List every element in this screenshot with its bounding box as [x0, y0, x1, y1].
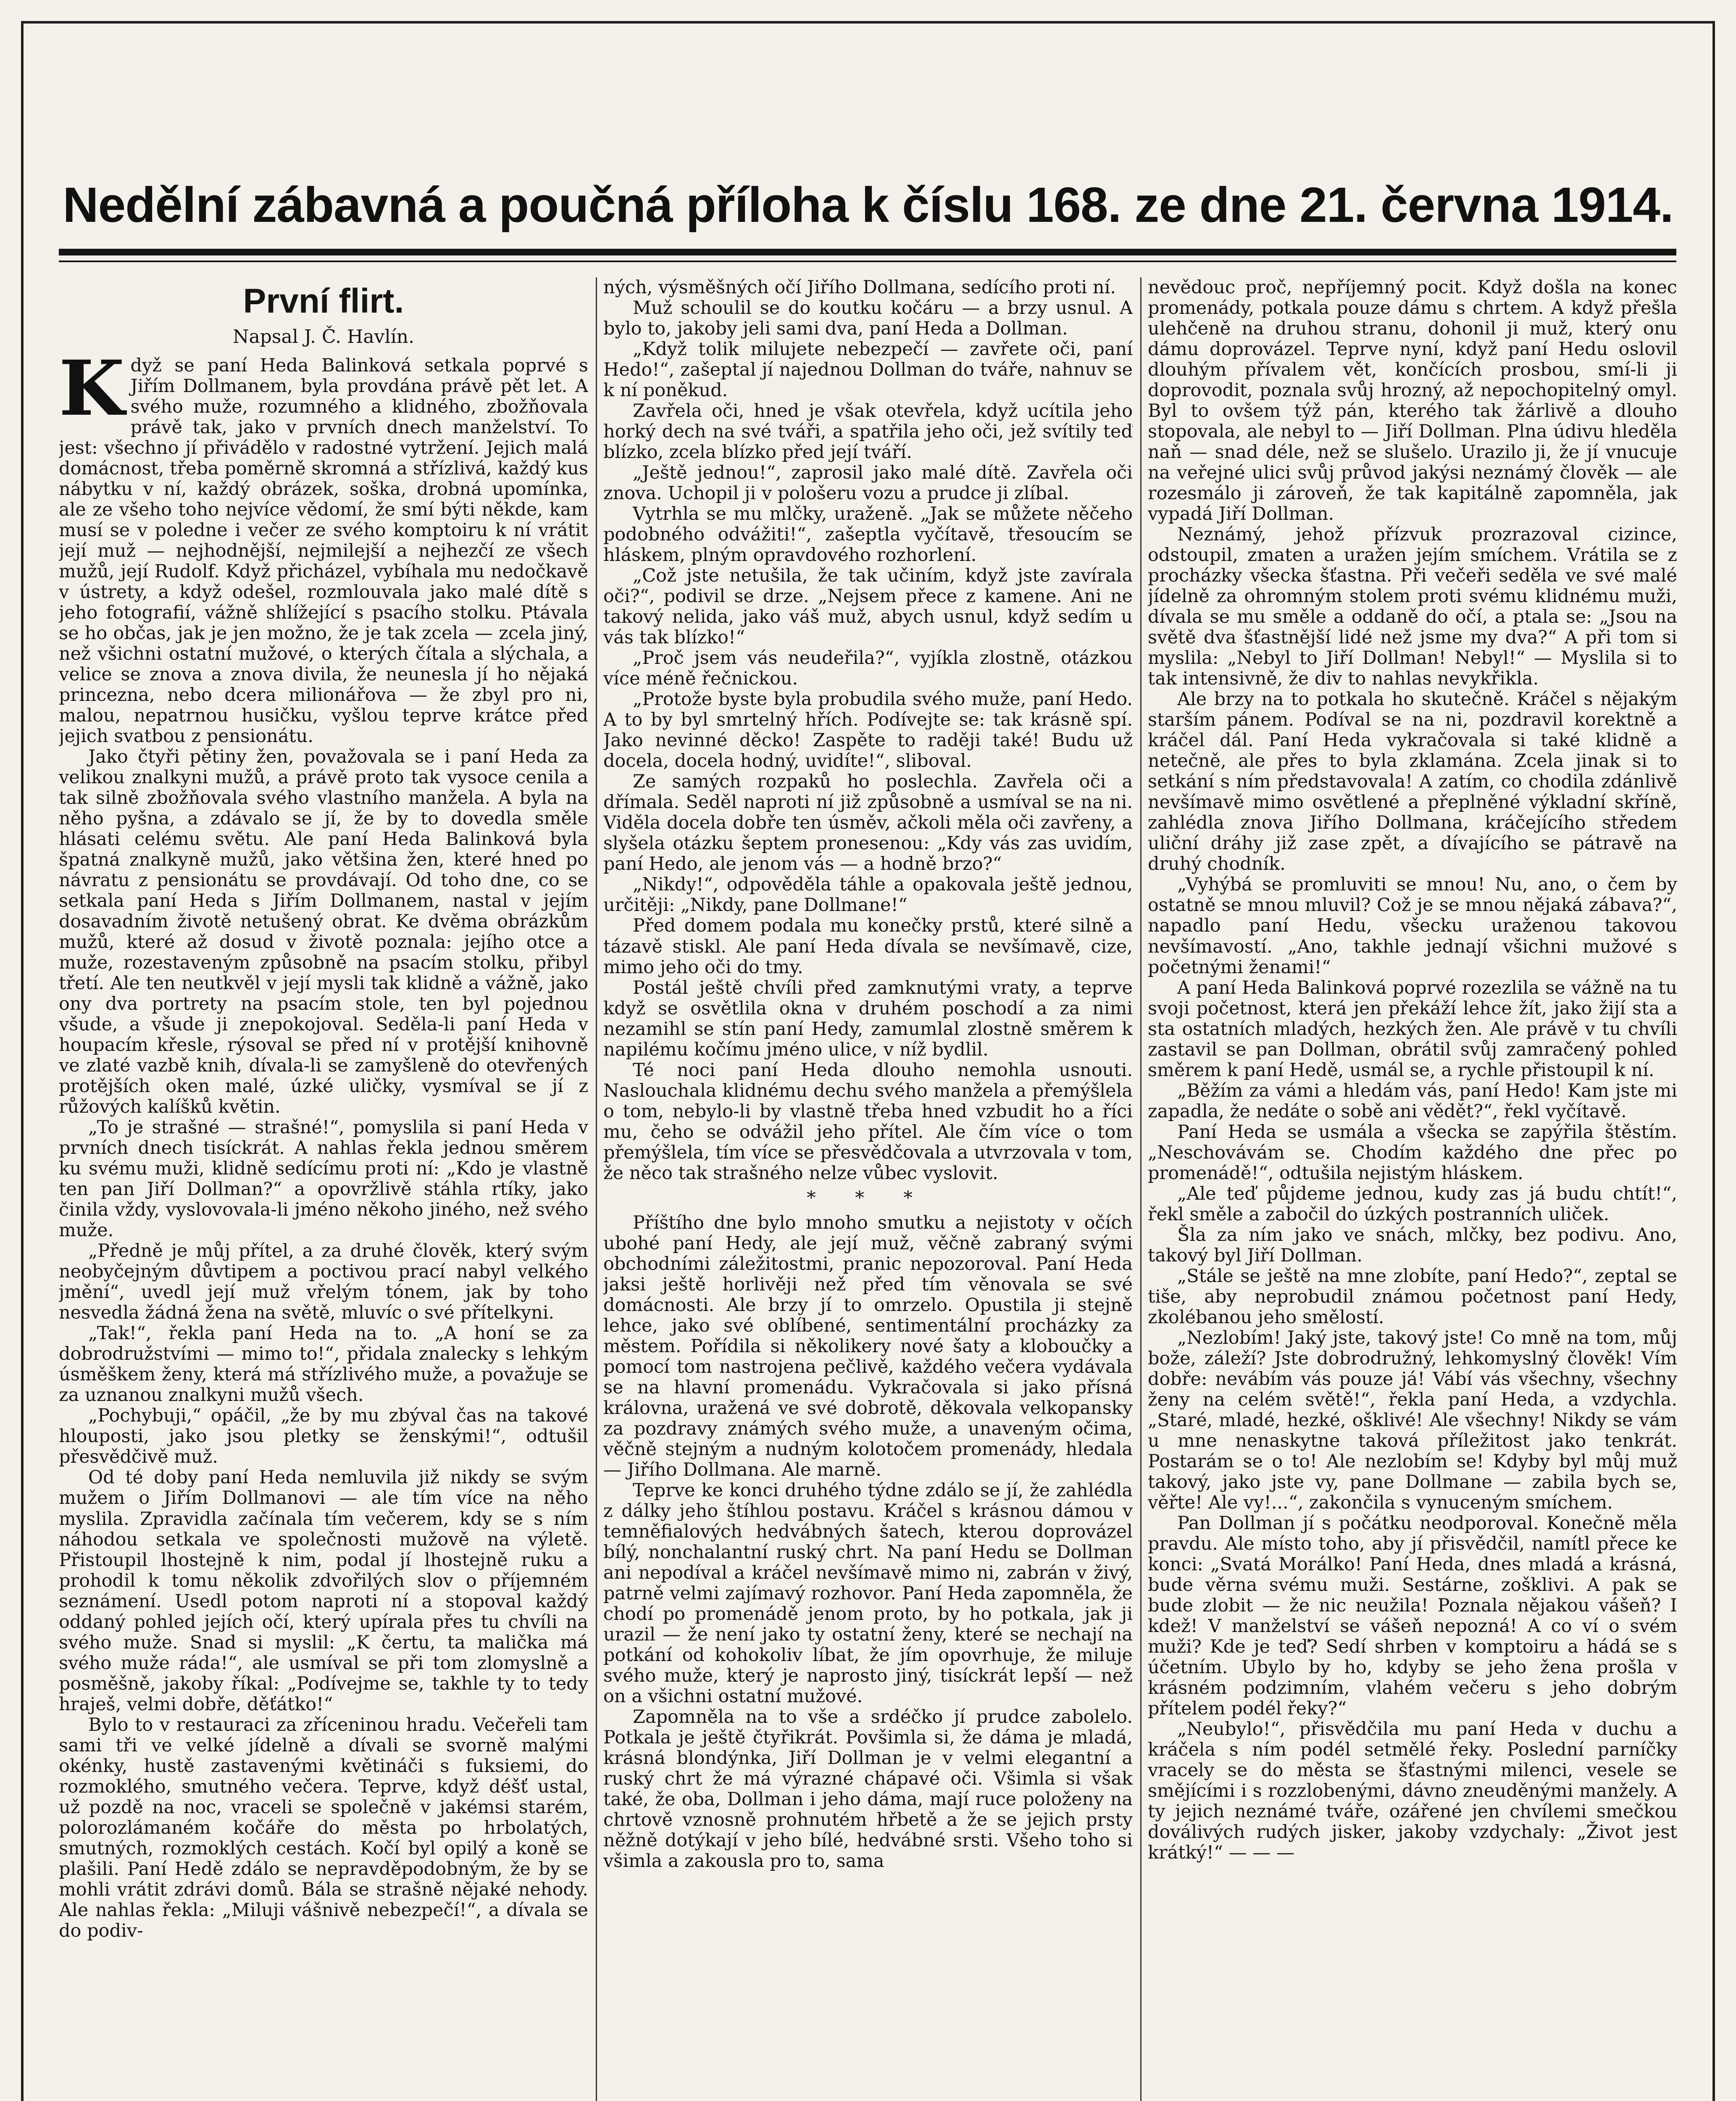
paragraph: Příštího dne bylo mnoho smutku a nejistoty v očích ubohé paní Hedy, ale její muž, věčně zabraný svými obchodními záležitostmi, pranic nepozoroval. Paní Heda jaksi ještě horlivěji než před tím věnovala se své domácnosti. Ale brzy jí to omrzelo. Opustila ji stejně lehce, jako své oblíbené, sentimentální procházky za městem. Pořídila si několikery nové šaty a kloboučky a pomocí tom nastrojena pečlivě, každého večera vydávala se na hlavní promenádu. Vykračovala si jako přísná královna, uražená ve své dobrotě, děkovala velkopansky za pozdravy známých svého muže, a unaveným očima, věčně stejným a nudným kolotočem promenády, hledala — Jiřího Dollmana. Ale marně.	[603, 1212, 1133, 1480]
paragraph: „Ještě jednou!“, zaprosil jako malé dítě. Zavřela oči znova. Uchopil ji v pološeru vozu a prudce ji zlíbal.	[603, 462, 1133, 504]
paragraph: Vytrhla se mu mlčky, uraženě. „Jak se můžete něčeho podobného odvážiti!“, zašeptla vyčítavě, třesoucím se hláskem, plným opravdového rozhorlení.	[603, 503, 1133, 566]
paragraph: ných, výsměšných očí Jiřího Dollmana, sedícího proti ní.	[603, 277, 1116, 298]
paragraph: Před domem podala mu konečky prstů, které silně a tázavě stiskl. Ale paní Heda dívala se nevšímavě, cize, mimo jeho oči do tmy.	[603, 915, 1133, 978]
column-divider	[596, 277, 597, 2101]
paragraph: Zapomněla na to vše a srdéčko jí prudce zabolelo. Potkala je ještě čtyřikrát. Povšimla si, že dáma je mladá, krásná blondýnka, Jiří Dollman je v velmi elegantní a ruský chrt že má výrazné chápavé oči. Všimla si však také, že oba, Dollman i jeho dáma, mají ruce položeny na chrtově vznosně prohnutém hřbetě a že se jejich prsty něžně dotýkají v jeho bílé, hedvábné srsti. Všeho toho si všimla a zakousla pro to, sama	[603, 1706, 1133, 1872]
column-3	[1148, 277, 1677, 2101]
column-2	[603, 277, 1133, 2101]
paragraph: „To je strašné — strašné!“, pomyslila si paní Heda v prvních dnech tisíckrát. A nahlas řekla jednou směrem ku svému muži, klidně sedícímu proti ní: „Kdo je vlastně ten pan Jiří Dollman?“ a opovržlivě stáhla rtíky, jako činila vždy, vyslovovala-li jméno někoho jiného, než svého muže.	[59, 1117, 588, 1241]
paragraph: Pan Dollman jí s počátku neodporoval. Konečně měla pravdu. Ale místo toho, aby jí přisvědčil, namítl přece ke konci: „Svatá Morálko! Paní Heda, dnes mladá a krásná, bude věrna svému muži. Sestárne, zošklivi. A pak se bude zlobit — že nic neužila! Poznala nějakou vášeň? I kdež! V manželství se vášeň nepozná! A co ví o svém muži? Kde je teď? Sedí shrben v komptoiru a hádá se s účetním. Ubylo by ho, kdyby se jeho žena prošla v krásném podzimním, vlahém večeru s jeho dobrým přítelem podél řeky?“	[1148, 1512, 1677, 1719]
paragraph: „Předně je můj přítel, a za druhé člověk, který svým neobyčejným důvtipem a poctivou prací nabyl velkého jmění“, uvedl její muž vřelým tónem, jak by toho nesvedla žádná žena na světě, mluvíc o své přítelkyni.	[59, 1240, 588, 1324]
paragraph: „Stále se ještě na mne zlobíte, paní Hedo?“, zeptal se tiše, aby neprobudil známou početnost paní Hedy, zkolébanou jeho smělostí.	[1148, 1265, 1677, 1328]
paragraph: „Neubylo!“, přisvědčila mu paní Heda v duchu a kráčela s ním podél setmělé řeky. Poslední parníčky vracely se do města se šťastnými milenci, vesele se smějícími i s rozzlobenými, dávno zneuděnými manžely. A ty jejich neznámé tváře, ozářené jen chvílemi smečkou doválivých rudých jisker, jakoby vzdychaly: „Život jest krátký!“ — — —	[1148, 1719, 1677, 1864]
paragraph: Muž schoulil se do koutku kočáru — a brzy usnul. A bylo to, jakoby jeli sami dva, paní Heda a Dollman.	[603, 298, 1133, 340]
paragraph: Bylo to v restauraci za zříceninou hradu. Večeřeli tam sami tři ve velké jídelně a dívali se svorně malými okénky, hustě zastavenými květináči s fuksiemi, do rozmoklého, smutného večera. Teprve, když déšť ustal, už pozdě na noc, vraceli se společně v jakémsi starém, polorozlámaném kočáře do města po hrbolatých, smutných, rozmoklých cestách. Kočí byl opilý a koně se plašili. Paní Hedě zdálo se nepravděpodobným, že by se mohli vrátit zdrávi domů. Bála se strašně nějaké nehody. Ale nahlas řekla: „Miluji vášnivě nebezpečí!“, a dívala se do podiv-	[59, 1714, 588, 1941]
paragraph: „Pochybuji,“ opáčil, „že by mu zbýval čas na takové hlouposti, jako jsou pletky se ženskými!“, odtušil přesvědčivě muž.	[59, 1405, 588, 1468]
paragraph: „Nezlobím! Jaký jste, takový jste! Co mně na tom, můj bože, záleží? Jste dobrodružný, lehkomyslný člověk! Vím dobře: nevábím vás pouze já! Vábí vás všechny, všechny ženy na celém světě!“, řekla paní Heda, a vzdychla. „Staré, mladé, hezké, ošklivé! Ale všechny! Nikdy se vám u mne nenaskytne taková příležitost jako tenkrát. Postarám se o to! Ale nezlobím se! Kdyby byl můj muž takový, jako jste vy, pane Dollmane — zabila bych se, věřte! Ale vy!...“, zakončila s vynuceným smíchem.	[1148, 1327, 1677, 1513]
paragraph: Ale brzy na to potkala ho skutečně. Kráčel s nějakým starším pánem. Podíval se na ni, pozdravil korektně a kráčel dál. Paní Heda vykračovala si také klidně a netečně, ale přes to byla zklamána. Zcela jinak si to setkání s ním představovala! A zatím, co chodila zdánlivě nevšímavě mimo osvětlené a přeplněné výkladní skříně, zahlédla znova Jiřího Dollmana, kráčejícího středem uliční dráhy již zase zpět, a dívajícího se pátravě na druhý chodník.	[1148, 689, 1677, 875]
paragraph: „Vyhýbá se promluviti se mnou! Nu, ano, o čem by ostatně se mnou mluvil? Což je se mnou nějaká zábava?“, napadlo paní Hedu, všecku uraženou takovou nevšímavostí. „Ano, takhle jednají všichni mužové s početnými ženami!“	[1148, 874, 1677, 978]
paragraph: Jako čtyři pětiny žen, považovala se i paní Heda za velikou znalkyni mužů, a právě proto tak vysoce cenila a tak silně zbožňovala svého vlastního manžela. A byla na něho pyšna, a zdávalo se jí, že by to dovedla směle hlásati celému světu. Ale paní Heda Balinková byla špatná znalkyně mužů, jako většina žen, které hned po návratu z pensionátu se provdávají. Od toho dne, co se setkala paní Heda s Jiřím Dollmanem, nastal v jejím dosavadním životě netušený obrat. Ke dvěma obrázkům mužů, které až dosud v životě poznala: jejího otce a muže, rozestaveným způsobně na psacím stolku, přibyl třetí. Ale ten neutkvěl v její mysli tak klidně a vážně, jako ony dva portrety na psacím stole, ten byl pojednou všude, a všude ji znepokojoval. Seděla-li paní Heda v houpacím křesle, rýsoval se před ní v protější knihovně ve zlaté vazbě knih, dívala-li se zamyšleně do otevřených protějších oken malé, úzké uličky, vysmíval se jí z růžových kalíšků květin.	[59, 746, 588, 1118]
paragraph: „Ale teď půjdeme jednou, kudy zas já budu chtít!“, řekl směle a zabočil do úzkých postranních uliček.	[1148, 1183, 1677, 1225]
masthead-rule-thin	[59, 261, 1676, 262]
paragraph: nevědouc proč, nepříjemný pocit. Když došla na konec promenády, potkala pouze dámu s chrtem. A když přešla ulehčeně na druhou stranu, dohonil ji muž, který onu dámu doprovázel. Teprve nyní, když paní Hedu oslovil dlouhým přívalem vět, končících prosbou, smí-li ji doprovodit, poznala svůj hrozný, až nepochopitelný omyl. Byl to ovšem týž pán, kterého tak žárlivě a dlouho stopovala, ale nebyl to — Jiří Dollman. Plna údivu hleděla naň — snad déle, než se slušelo. Urazilo ji, že jí vnucuje na veřejné ulici svůj průvod jakýsi neznámý člověk — ale rozesmálo ji zároveň, že tak kapitálně zapomněla, jak vypadá Jiří Dollman.	[1148, 277, 1677, 525]
paragraph: „Protože byste byla probudila svého muže, paní Hedo. A to by byl smrtelný hřích. Podívejte se: tak krásně spí. Jako nevinné děcko! Zaspěte to raději také! Budu už docela, docela hodný, uvidíte!“, sliboval.	[603, 689, 1133, 772]
paragraph: „Běžím za vámi a hledám vás, paní Hedo! Kam jste mi zapadla, že nedáte o sobě ani vědět?“, řekl vyčítavě.	[1148, 1080, 1677, 1122]
paragraph: dyž se paní Heda Balinková setkala poprvé s Jiřím Dollmanem, byla provdána právě pět let. A svého muže, rozumného a klidného, zbožňovala právě tak, jako v prvních dnech manželství. To jest: všechno jí přivádělo v radostné vytržení. Jejich malá domácnost, třeba poměrně skromná a střízlivá, každý kus nábytku v ní, každý obrázek, soška, drobná upomínka, ale ze všeho toho nejvíce vědomí, že smí býti někde, kam musí se v poledne i večer ze svého komptoiru k ní vrátit její muž — nejhodnější, nejmilejší a nejhezčí ze všech mužů, její Rudolf. Když přicházel, vybíhala mu nedočkavě v ústrety, a když odešel, rozmlouvala jako malé dítě s jeho fotografií, vážně shlížející s psacího stolku. Ptávala se ho občas, jak je jen možno, že je tak zcela — zcela jiný, než všichni ostatní mužové, o kterých čítala a slýchala, a velice se znova a znova divila, že neunesla jí ho nějaká princezna, nebo dcera milionářova — že zbyl pro ni, malou, nepatrnou husičku, vyšlou teprve krátce před jejich svatbou z pensionátu.	[59, 355, 588, 747]
paragraph: „Proč jsem vás neudeřila?“, vyjíkla zlostně, otázkou více méně řečnickou.	[603, 648, 1133, 690]
paragraph: „Když tolik milujete nebezpečí — zavřete oči, paní Hedo!“, zašeptal jí najednou Dollman do tváře, nahnuv se k ní poněkud.	[603, 339, 1133, 401]
article-title: První flirt.	[243, 282, 404, 320]
paragraph: „Což jste netušila, že tak učiním, když jste zavírala oči?“, podivil se drze. „Nejsem přece z kamene. Ani ne takový nelida, jako váš muž, abych usnul, když sedím u vás tak blízko!“	[603, 565, 1133, 648]
column-divider	[1140, 277, 1142, 2101]
paragraph: „Tak!“, řekla paní Heda na to. „A honí se za dobrodružstvími — mimo to!“, přidala znalecky s lehkým úsměškem ženy, která má střízlivého muže, a považuje se za uznanou znalkyni mužů všech.	[59, 1323, 588, 1406]
paragraph: Zavřela oči, hned je však otevřela, když ucítila jeho horký dech na své tváři, a spatřila jeho oči, jež svítily teď blízko, zcela blízko před její tváří.	[603, 400, 1133, 463]
section-break: * * *	[807, 1187, 929, 1208]
paragraph: Ze samých rozpaků ho poslechla. Zavřela oči a dřímala. Seděl naproti ní již způsobně a usmíval se na ni. Viděla docela dobře ten úsměv, ačkoli měla oči zavřeny, a slyšela otázku šeptem pronesenou: „Kdy vás zas uvidím, paní Hedo, ale jenom vás — a hodně brzo?“	[603, 771, 1133, 875]
masthead-rule	[59, 249, 1676, 255]
paragraph: „Nikdy!“, odpověděla táhle a opakovala ještě jednou, určitěji: „Nikdy, pane Dollmane!“	[603, 874, 1133, 916]
column-1	[59, 277, 588, 2101]
paragraph: Od té doby paní Heda nemluvila již nikdy se svým mužem o Jiřím Dollmanovi — ale tím více na něho myslila. Zpravidla začínala tím večerem, kdy se s ním náhodou setkala ve společnosti mužově na výletě. Přistoupil lhostejně k nim, podal jí lhostejně ruku a prohodil k tomu několik zdvořilých slov o příjemném seznámení. Usedl potom naproti ní a stopoval každý oddaný pohled jejích očí, který upírala přes tu chvíli na svého muže. Snad si myslil: „K čertu, ta malička má svého muže ráda!“, ale usmíval se při tom zlomyslně a posměšně, jakoby říkal: „Podívejme se, takhle ty to tedy hraješ, velmi dobře, děťátko!“	[59, 1467, 588, 1715]
article-byline: Napsal J. Č. Havlín.	[233, 326, 414, 348]
paragraph: Postál ještě chvíli před zamknutými vraty, a teprve když se osvětlila okna v druhém poschodí a za nimi nezamihl se stín paní Hedy, zamumlal zlostně směrem k napilému kočímu jméno ulice, v níž bydlil.	[603, 977, 1133, 1060]
paragraph: Paní Heda se usmála a všecka se zapýřila štěstím. „Neschovávám se. Chodím každého dne přec po promenádě!“, odtušila nejistým hláskem.	[1148, 1121, 1677, 1184]
paragraph: Té noci paní Heda dlouho nemohla usnouti. Naslouchala klidnému dechu svého manžela a přemýšlela o tom, nebylo-li by vlastně třeba hned vzbudit ho a říci mu, čeho se odvážil jeho přítel. Ale čím více o tom přemýšlela, tím více se přesvědčovala a utvrzovala v tom, že něco tak strašného nelze vůbec vyslovit.	[603, 1059, 1133, 1184]
drop-cap: K	[59, 344, 125, 433]
paragraph: Neznámý, jehož přízvuk prozrazoval cizince, odstoupil, zmaten a uražen jejím smíchem. Vrátila se z procházky všecka šťastna. Při večeři seděla ve své malé jídelně za ohromným stolem proti svému klidnému muži, dívala se mu směle a oddaně do očí, a ptala se: „Jsou na světě dva šťastnější lidé než jsme my dva?“ A při tom si myslila: „Nebyl to Jiří Dollman! Nebyl!“ — Myslila si to tak intensivně, že div to nahlas nevykřikla.	[1148, 524, 1677, 690]
masthead: Nedělní zábavná a poučná příloha k číslu 168. ze dne 21. června 1914.	[63, 177, 1673, 233]
paragraph: Šla za ním jako ve snách, mlčky, bez podivu. Ano, takový byl Jiří Dollman.	[1148, 1224, 1677, 1266]
paragraph: A paní Heda Balinková poprvé rozezlila se vážně na tu svoji početnost, která jen překáží lehce žít, jako žijí sta a sta ostatních mladých, hezkých žen. Ale právě v tu chvíli zastavil se pan Dollman, obrátil svůj zamračený pohled směrem k paní Hedě, usmál se, a rychle přistoupil k ní.	[1148, 977, 1677, 1081]
paragraph: Teprve ke konci druhého týdne zdálo se jí, že zahlédla z dálky jeho štíhlou postavu. Kráčel s krásnou dámou v temněfialových hedvábných šatech, kterou doprovázel bílý, nonchalantní ruský chrt. Na paní Hedu se Dollman ani nepodíval a kráčel nevšímavě mimo ni, zabrán v živý, patrně velmi zajímavý rozhovor. Paní Heda zapomněla, že chodí po promenádě jenom proto, by ho potkala, jak ji urazil — že není jako ty ostatní ženy, které se nechají na potkání od kohokoliv líbat, že jím opovrhuje, že miluje svého muže, který je naprosto jiný, tisíckrát lepší — než on a všichni ostatní mužové.	[603, 1480, 1133, 1707]
